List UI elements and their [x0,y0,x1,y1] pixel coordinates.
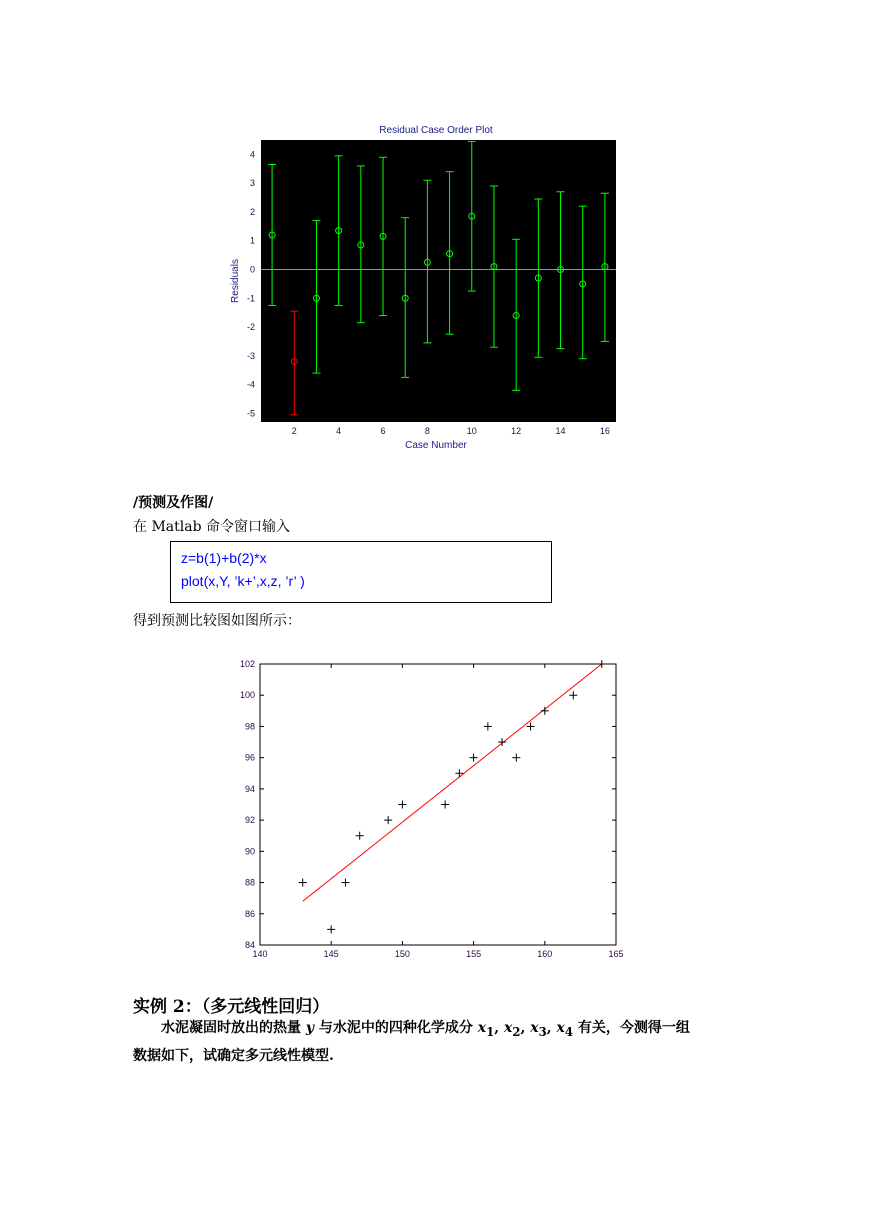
x-tick-label: 160 [537,949,553,959]
x-tick-label: 10 [466,426,477,436]
var-y: y [305,1020,315,1036]
y-tick-label: 92 [244,815,255,826]
y-tick-label: 102 [239,659,255,669]
para-text: 有关，今测得一组 [577,1020,690,1036]
y-tick-label: 1 [249,235,255,246]
section-heading: /预测及作图/ [133,495,214,511]
x-tick-label: 165 [608,949,624,959]
x-tick-label: 4 [336,426,342,436]
x-tick-label: 8 [424,426,430,436]
y-tick-label: -1 [246,293,255,304]
y-tick-label: 90 [244,846,255,857]
code-box [170,541,552,603]
residual-plot [225,118,625,458]
residual-y-label: Residuals [230,259,241,303]
y-tick-label: 88 [244,877,255,888]
example-title: 实例 2：（多元线性回归） [133,997,330,1017]
x-tick-label: 14 [555,426,566,436]
var-x2: x [504,1020,513,1036]
prediction-plot [225,652,635,968]
y-tick-label: 96 [244,752,255,763]
y-tick-label: 100 [239,690,255,701]
x-tick-label: 150 [394,949,410,959]
x-tick-label: 12 [511,426,522,436]
y-tick-label: 2 [249,206,255,217]
residual-x-label: Case Number [405,440,467,451]
paragraph-line-1 [133,1016,743,1044]
y-tick-label: -5 [246,408,255,419]
para-text: 水泥凝固时放出的热量 [161,1020,301,1036]
y-tick-label: -2 [246,322,255,333]
code-line: plot(x,Y, ’k+’,x,z, ’r’ ) [181,573,305,589]
intro-text: 在 Matlab 命令窗口输入 [133,519,290,535]
after-code-text: 得到预测比较图如图所示： [133,613,301,629]
sep: , [494,1020,500,1036]
x-tick-label: 2 [291,426,297,436]
x-tick-label: 140 [252,949,268,959]
sub-4: 4 [564,1024,573,1039]
y-tick-label: 94 [244,783,255,794]
sub-1: 1 [486,1024,495,1039]
x-tick-label: 145 [323,949,339,959]
x-tick-label: 155 [466,949,482,959]
sub-3: 3 [538,1024,547,1039]
residual-title: Residual Case Order Plot [379,125,493,136]
y-tick-label: 4 [249,149,255,160]
var-x1: x [477,1020,487,1036]
y-tick-label: 98 [244,721,255,732]
code-line: z=b(1)+b(2)*x [181,550,267,566]
residual-y-ticks [247,149,255,418]
residual-plot-area [261,140,616,422]
residual-x-ticks [292,426,610,436]
prediction-plot-area [260,664,616,945]
y-tick-label: 0 [249,264,255,275]
x-tick-label: 6 [380,426,386,436]
var-x3: x [530,1020,539,1036]
y-tick-label: 3 [249,178,255,189]
paragraph-line-2: 数据如下，试确定多元线性模型. [133,1048,334,1064]
y-tick-label: 86 [244,908,255,919]
sub-2: 2 [512,1024,521,1039]
x-tick-label: 16 [599,426,610,436]
sep: , [520,1020,526,1036]
var-x4: x [556,1020,565,1036]
y-tick-label: 84 [244,940,255,950]
y-tick-label: -4 [246,379,255,390]
para-text: 与水泥中的四种化学成分 [318,1020,473,1036]
y-tick-label: -3 [246,350,255,361]
sep: , [546,1020,552,1036]
